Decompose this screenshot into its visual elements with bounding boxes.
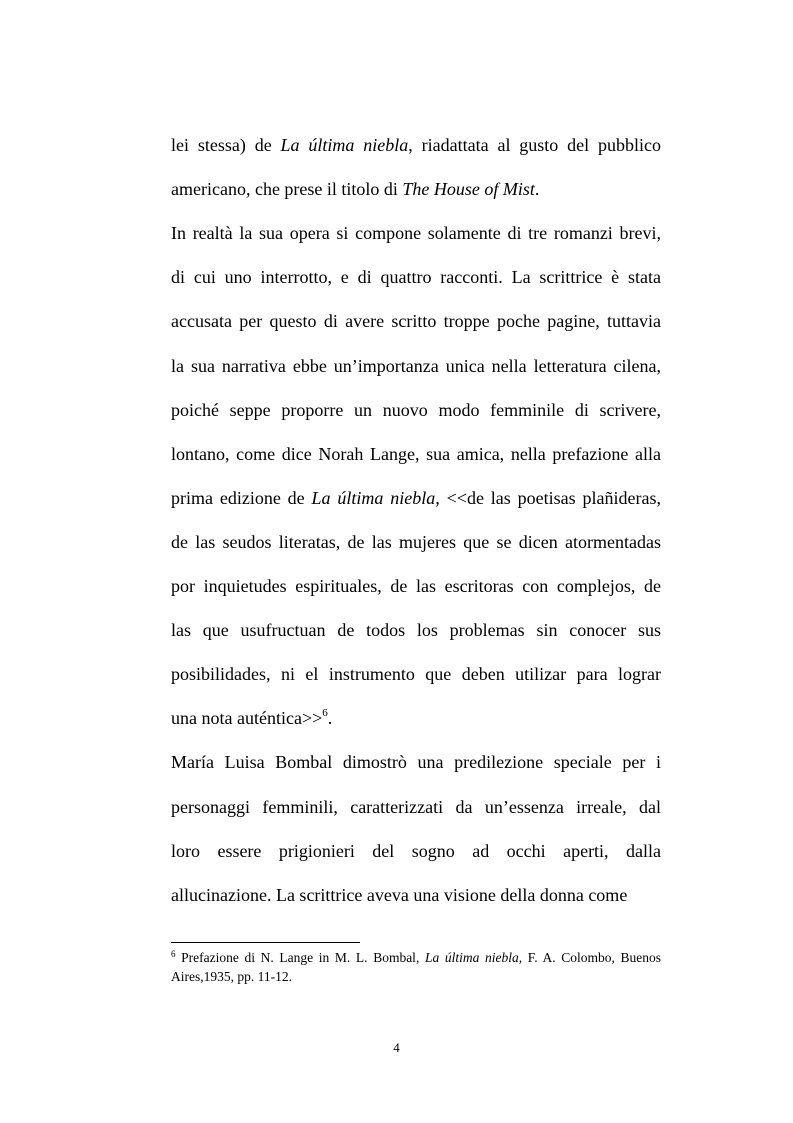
text-run: . bbox=[534, 179, 540, 200]
body-line bbox=[171, 840, 661, 862]
text-run: posibilidades, ni el instrumento que deben utilizar para lograr bbox=[171, 664, 661, 685]
body-line bbox=[171, 355, 661, 377]
body-line bbox=[171, 266, 661, 288]
text-run: una nota auténtica>> bbox=[171, 708, 323, 729]
body-line bbox=[171, 178, 661, 200]
text-run: María Luisa Bombal dimostrò una predilezione speciale per i bbox=[171, 752, 661, 773]
text-run: personaggi femminili, caratterizzati da un’essenza irreale, dal bbox=[171, 796, 661, 817]
text-run: , riadattata al gusto del pubblico bbox=[408, 135, 662, 155]
italic-title: La última niebla, bbox=[424, 950, 523, 965]
footnote-line bbox=[171, 949, 661, 968]
text-run: prima edizione de bbox=[171, 487, 312, 508]
footnote-separator bbox=[171, 942, 360, 943]
body-line bbox=[171, 619, 661, 641]
text-run: di cui uno interrotto, e di quattro racconti. La scrittrice è stata bbox=[171, 267, 661, 288]
body-line bbox=[171, 310, 661, 332]
body-line bbox=[171, 751, 661, 773]
body-line bbox=[171, 796, 661, 818]
text-run: . bbox=[327, 708, 333, 729]
body-line bbox=[171, 884, 661, 906]
body-line bbox=[171, 399, 661, 421]
body-line bbox=[171, 663, 661, 685]
text-run: de las seudos literatas, de las mujeres que se dicen atormentadas bbox=[171, 531, 661, 552]
text-run: Aires,1935, pp. 11-12. bbox=[171, 969, 292, 984]
text-run: las que usufructuan de todos los problemas sin conocer sus bbox=[171, 620, 661, 641]
page-number: 4 bbox=[393, 1040, 400, 1055]
body-line bbox=[171, 575, 661, 597]
text-run: accusata per questo di avere scritto troppe poche pagine, tuttavia bbox=[171, 311, 661, 332]
italic-title: La última niebla bbox=[280, 135, 409, 155]
text-run: loro essere prigionieri del sogno ad occhi aperti, dalla bbox=[171, 840, 661, 861]
text-run: allucinazione. La scrittrice aveva una visione della donna come bbox=[171, 884, 628, 905]
text-run: In realtà la sua opera si compone solamente di tre romanzi brevi, bbox=[171, 223, 661, 244]
body-line bbox=[171, 443, 661, 465]
italic-title: The House of Mist bbox=[402, 179, 535, 200]
body-line bbox=[171, 134, 661, 156]
text-run: Prefazione di N. Lange in M. L. Bombal, bbox=[175, 950, 425, 965]
text-run: <<de las poetisas plañideras, bbox=[439, 487, 661, 508]
body-line bbox=[171, 531, 661, 553]
text-run: americano, che prese il titolo di bbox=[171, 179, 403, 200]
text-run: poiché seppe proporre un nuovo modo femminile di scrivere, bbox=[171, 399, 661, 420]
body-line bbox=[171, 707, 661, 732]
footnote-line bbox=[171, 968, 661, 985]
body-line bbox=[171, 487, 661, 509]
text-run: por inquietudes espirituales, de las escritoras con complejos, de bbox=[171, 576, 661, 596]
text-run: lei stessa) de bbox=[171, 135, 281, 155]
footnote-marker: 6 bbox=[171, 949, 176, 959]
footnote-marker: 6 bbox=[322, 707, 328, 720]
body-line bbox=[171, 222, 661, 244]
text-run: F. A. Colombo, Buenos bbox=[522, 950, 661, 965]
italic-title: La última niebla, bbox=[311, 487, 440, 508]
text-run: lontano, come dice Norah Lange, sua amica, nella prefazione alla bbox=[171, 443, 661, 464]
text-run: la sua narrativa ebbe un’importanza unica nella letteratura cilena, bbox=[171, 355, 661, 376]
